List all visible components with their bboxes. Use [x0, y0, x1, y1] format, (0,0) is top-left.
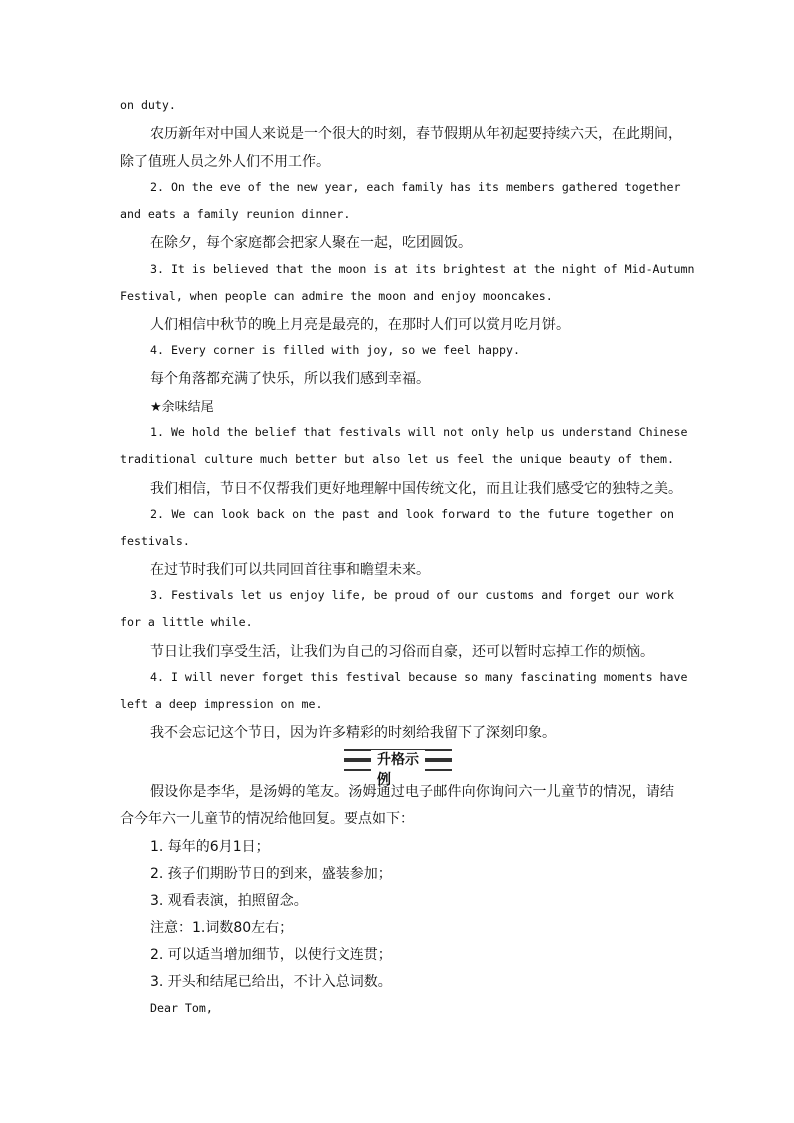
text-line: 3. 观看表演，拍照留念。 — [150, 893, 308, 909]
text-line: 人们相信中秋节的晚上月亮是最亮的，在那时人们可以赏月吃月饼。 — [150, 317, 570, 333]
text-line: festivals. — [120, 534, 190, 548]
text-line: for a little while. — [120, 615, 253, 629]
text-line: 除了值班人员之外人们不用工作。 — [120, 154, 330, 170]
text-line: 我不会忘记这个节日，因为许多精彩的时刻给我留下了深刻印象。 — [150, 725, 556, 741]
text-line: 2. 孩子们期盼节日的到来，盛装参加； — [150, 866, 392, 882]
text-line: 在过节时我们可以共同回首往事和瞻望未来。 — [150, 562, 430, 578]
text-line: 3. Festivals let us enjoy life, be proud of our customs and forget our work — [150, 588, 674, 602]
section-heading: ★余味结尾 — [150, 400, 214, 415]
text-line: traditional culture much better but also let us feel the unique beauty of them. — [120, 452, 674, 466]
text-line: and eats a family reunion dinner. — [120, 207, 351, 221]
text-line: 3. 开头和结尾已给出，不计入总词数。 — [150, 974, 392, 990]
text-line: 1. We hold the belief that festivals will not only help us understand Chinese — [150, 425, 688, 439]
text-line: 每个角落都充满了快乐，所以我们感到幸福。 — [150, 371, 430, 387]
text-line: 4. Every corner is filled with joy, so we feel happy. — [150, 343, 520, 357]
text-line: 在除夕，每个家庭都会把家人聚在一起，吃团圆饭。 — [150, 235, 472, 251]
text-line: 注意：1.词数80左右； — [150, 920, 294, 936]
section-banner — [344, 749, 452, 788]
text-line: on duty. — [120, 98, 176, 112]
section-banner-title: 升格示例 — [371, 750, 425, 790]
text-line: 节日让我们享受生活，让我们为自己的习俗而自豪，还可以暂时忘掉工作的烦恼。 — [150, 644, 654, 660]
text-line: 我们相信，节日不仅帮我们更好地理解中国传统文化，而且让我们感受它的独特之美。 — [150, 481, 682, 497]
text-line: Festival, when people can admire the moon and enjoy mooncakes. — [120, 289, 553, 303]
text-line: left a deep impression on me. — [120, 697, 323, 711]
text-line: 4. I will never forget this festival because so many fascinating moments have — [150, 670, 688, 684]
text-line: Dear Tom, — [150, 1001, 213, 1015]
text-line: 2. We can look back on the past and look forward to the future together on — [150, 507, 674, 521]
text-line: 2. 可以适当增加细节，以使行文连贯； — [150, 947, 392, 963]
text-line: 农历新年对中国人来说是一个很大的时刻，春节假期从年初起要持续六天，在此期间， — [150, 126, 682, 142]
text-line: 合今年六一儿童节的情况给他回复。要点如下： — [120, 811, 414, 827]
text-line: 假设你是李华，是汤姆的笔友。汤姆通过电子邮件向你询问六一儿童节的情况，请结 — [150, 784, 674, 800]
text-line: 1. 每年的6月1日； — [150, 839, 270, 855]
text-line: 3. It is believed that the moon is at its brightest at the night of Mid-Autumn — [150, 262, 695, 276]
text-line: 2. On the eve of the new year, each family has its members gathered together — [150, 180, 681, 194]
